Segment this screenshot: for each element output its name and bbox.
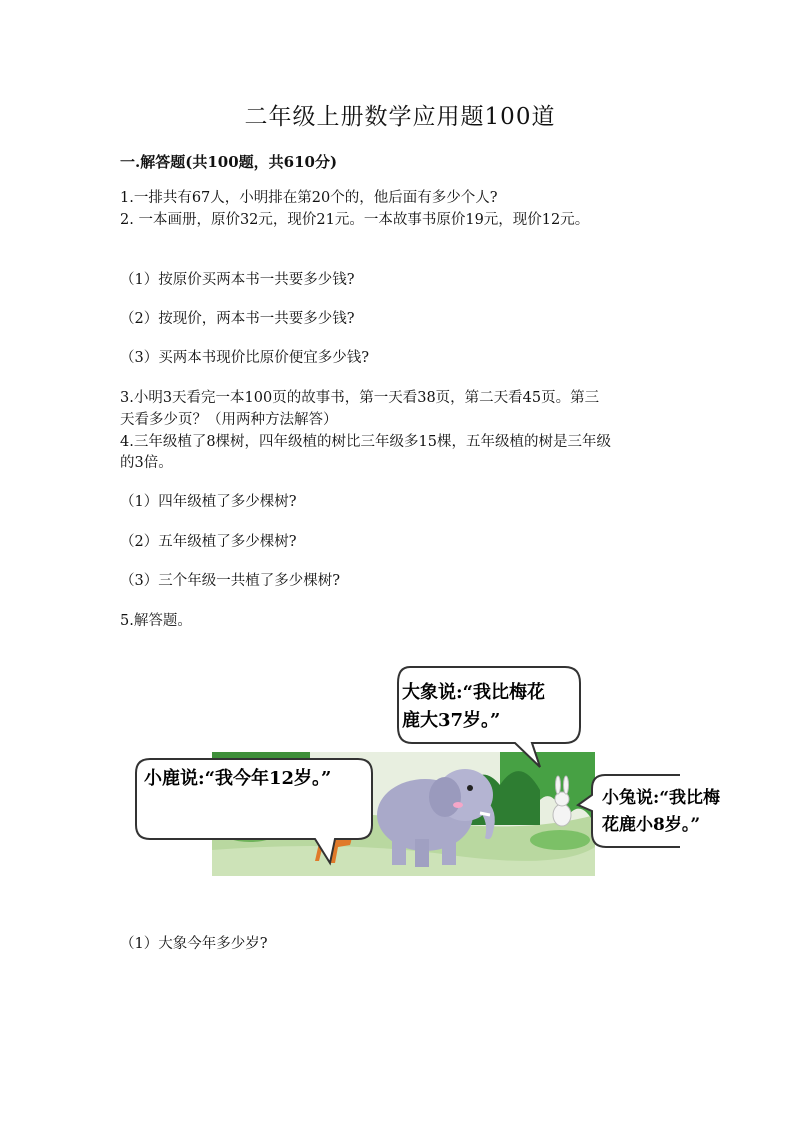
question-4-line-1: 4.三年级植了8棵树，四年级植的树比三年级多15棵，五年级植的树是三年级: [120, 434, 612, 450]
rabbit-bubble-line-2: 花鹿小8岁。”: [602, 815, 701, 835]
elephant-bubble-line-1: 大象说:“我比梅花: [402, 682, 545, 703]
question-3-line-1: 3.小明3天看完一本100页的故事书，第一天看38页，第二天看45页。第三: [120, 390, 600, 406]
elephant-bubble-line-2: 鹿大37岁。”: [402, 710, 501, 731]
deer-bubble-line-1: 小鹿说:“我今年12岁。”: [144, 768, 332, 789]
question-4-part-2: （2）五年级植了多少棵树?: [120, 534, 297, 550]
question-1: 1.一排共有67人，小明排在第20个的，他后面有多少个人?: [120, 190, 498, 206]
question-4-part-3: （3）三个年级一共植了多少棵树?: [120, 573, 340, 589]
question-4-line-2: 的3倍。: [120, 455, 173, 471]
question-2-part-3: （3）买两本书现价比原价便宜多少钱?: [120, 350, 369, 366]
rabbit-bubble-line-1: 小兔说:“我比梅: [602, 788, 721, 808]
question-5: 5.解答题。: [120, 613, 192, 629]
page-title: 二年级上册数学应用题100道: [244, 104, 556, 130]
question-4-part-1: （1）四年级植了多少棵树?: [120, 494, 297, 510]
question-3-line-2: 天看多少页？（用两种方法解答）: [120, 412, 338, 428]
question-2-part-2: （2）按现价，两本书一共要多少钱?: [120, 311, 355, 327]
question-2-part-1: （1）按原价买两本书一共要多少钱?: [120, 272, 355, 288]
question-2: 2. 一本画册，原价32元，现价21元。一本故事书原价19元，现价12元。: [120, 212, 590, 228]
section-heading: 一.解答题(共100题，共610分): [120, 153, 338, 171]
question-5-part-1: （1）大象今年多少岁?: [120, 936, 268, 952]
